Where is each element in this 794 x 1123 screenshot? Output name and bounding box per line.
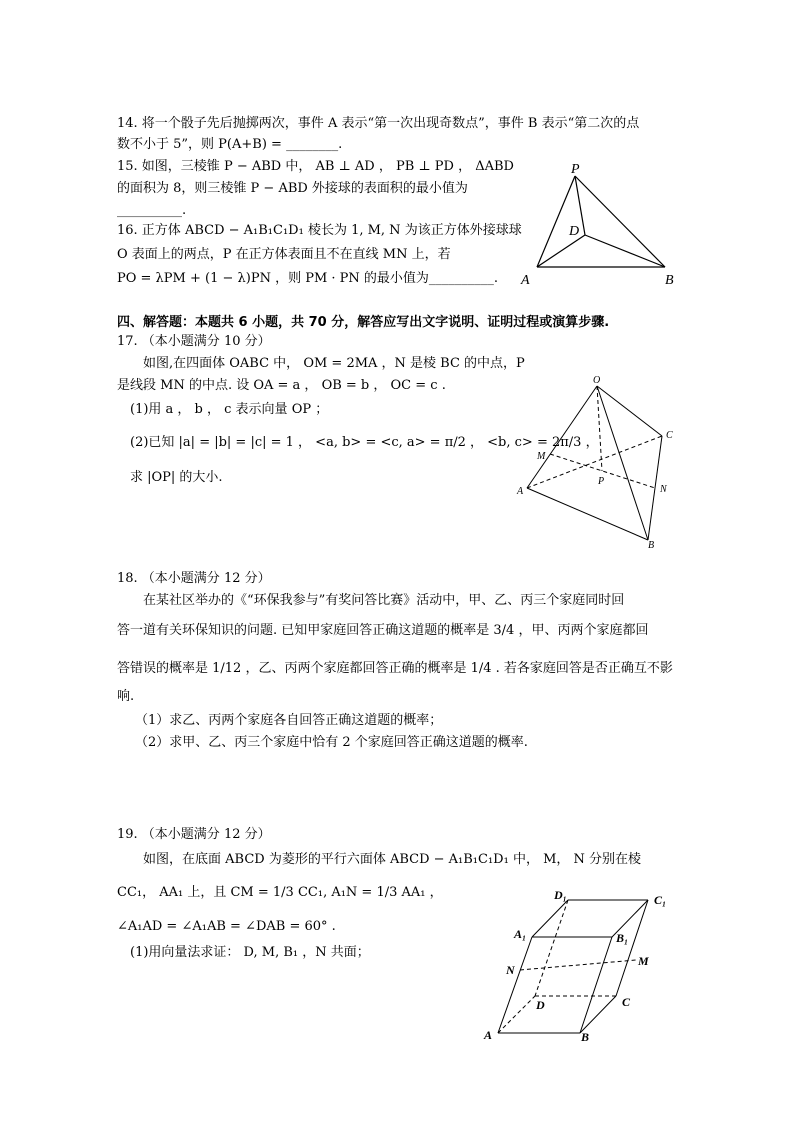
label-b1: B₁ xyxy=(616,931,629,945)
label-c: C xyxy=(666,430,673,441)
label-d1: D₁ xyxy=(554,888,567,902)
edge-db xyxy=(585,235,665,267)
segment-nm xyxy=(520,960,636,970)
q19-part1: (1)用向量法求证： D, M, B₁ ，N 共面； xyxy=(130,945,370,960)
tetrahedron-oabc-figure xyxy=(510,370,690,552)
parallelepiped-figure xyxy=(480,883,680,1045)
q15-line3: __________. xyxy=(117,203,187,218)
q17-title: 17. （本小题满分 10 分） xyxy=(117,334,271,349)
edge-ad xyxy=(498,996,535,1033)
edge-bc xyxy=(580,996,616,1033)
q14-line1: 14. 将一个骰子先后抛掷两次，事件 A 表示“第一次出现奇数点”，事件 B 表示“第二次的点 xyxy=(117,116,640,131)
edge-oc xyxy=(597,386,662,436)
q18-line3: 答错误的概率是 1/12 ，乙、丙两个家庭都回答正确的概率是 1/4 . 若各家庭回答是否正确互不影 xyxy=(117,661,673,676)
label-b: B xyxy=(648,540,655,551)
label-n: N xyxy=(660,484,667,495)
q16-line1: 16. 正方体 ABCD − A₁B₁C₁D₁ 棱长为 1, M, N 为该正方体外接球球 xyxy=(117,223,522,238)
edge-pb xyxy=(575,176,665,267)
q18-line1: 在某社区举办的《“环保我参与”有奖问答比赛》活动中，甲、乙、丙三个家庭同时回 xyxy=(143,593,625,608)
label-a1: A₁ xyxy=(514,927,527,941)
q19-title: 19. （本小题满分 12 分） xyxy=(117,827,271,842)
q17-part1: (1)用 a ， b ， c 表示向量 OP ； xyxy=(130,402,329,417)
edge-d1a1 xyxy=(532,900,568,937)
label-m: M xyxy=(638,954,649,968)
label-b: B xyxy=(665,273,674,288)
q16-line2: O 表面上的两点，P 在正方体表面且不在直线 MN 上，若 xyxy=(117,247,451,262)
edge-ac xyxy=(527,436,662,488)
label-p: P xyxy=(598,476,605,487)
q19-line3: ∠A₁AD = ∠A₁AB = ∠DAB = 60° . xyxy=(117,919,336,934)
edge-c1c xyxy=(616,900,648,996)
label-o: O xyxy=(593,375,601,386)
q18-part1: （1）求乙、丙两个家庭各自回答正确这道题的概率； xyxy=(135,713,443,728)
edge-d1d xyxy=(535,900,568,996)
q15-line2: 的面积为 8，则三棱锥 P − ABD 外接球的表面积的最小值为 xyxy=(117,181,468,196)
edge-pa xyxy=(537,176,575,267)
label-a: A xyxy=(517,486,524,497)
q14-line2: 数不小于 5”，则 P(A+B) = ________. xyxy=(117,137,343,152)
label-n: N xyxy=(506,963,515,977)
label-c1: C₁ xyxy=(654,893,667,907)
label-a: A xyxy=(521,273,530,288)
label-b: B xyxy=(581,1030,590,1044)
edge-b1b xyxy=(580,937,612,1033)
q17-part2b: 求 |OP| 的大小. xyxy=(130,470,223,485)
q18-line4: 响. xyxy=(117,689,135,704)
label-m: M xyxy=(537,451,546,462)
q18-line2: 答一道有关环保知识的问题. 已知甲家庭回答正确这道题的概率是 3/4 ，甲、丙两个家庭都回 xyxy=(117,623,649,638)
q18-title: 18. （本小题满分 12 分） xyxy=(117,571,271,586)
edge-a1a xyxy=(498,937,532,1033)
pyramid-pabd-figure xyxy=(515,160,685,290)
edge-oa xyxy=(527,386,597,488)
label-c: C xyxy=(622,995,631,1009)
label-d: D xyxy=(569,224,580,239)
label-d: D xyxy=(536,998,545,1012)
section4-heading: 四、解答题：本题共 6 小题，共 70 分，解答应写出文字说明、证明过程或演算步骤. xyxy=(117,315,610,330)
label-a: A xyxy=(484,1028,493,1042)
q17-line2: 是线段 MN 的中点. 设 OA = a ， OB = b ， OC = c . xyxy=(117,378,446,393)
q16-line3: PO = λPM + (1 − λ)PN ，则 PM · PN 的最小值为__________. xyxy=(117,271,499,286)
q19-line1: 如图，在底面 ABCD 为菱形的平行六面体 ABCD − A₁B₁C₁D₁ 中， M， N 分别在棱 xyxy=(143,852,642,867)
label-p: P xyxy=(571,162,580,177)
q15-line1: 15. 如图，三棱锥 P − ABD 中， AB ⊥ AD ， PB ⊥ PD ， ΔABD xyxy=(117,159,514,174)
q19-line2: CC₁， AA₁ 上，且 CM = 1/3 CC₁, A₁N = 1/3 AA₁ ， xyxy=(117,885,443,900)
q18-part2: （2）求甲、乙、丙三个家庭中恰有 2 个家庭回答正确这道题的概率. xyxy=(135,735,528,750)
q17-line1: 如图,在四面体 OABC 中， OM = 2MA ，N 是棱 BC 的中点，P xyxy=(143,356,525,371)
edge-ab xyxy=(527,488,648,540)
edge-ob xyxy=(597,386,648,540)
q17-part2: (2)已知 |a| = |b| = |c| = 1 ， <a, b> = <c, a> = π/2 ， <b, c> = 2π/3 ， xyxy=(130,435,599,450)
